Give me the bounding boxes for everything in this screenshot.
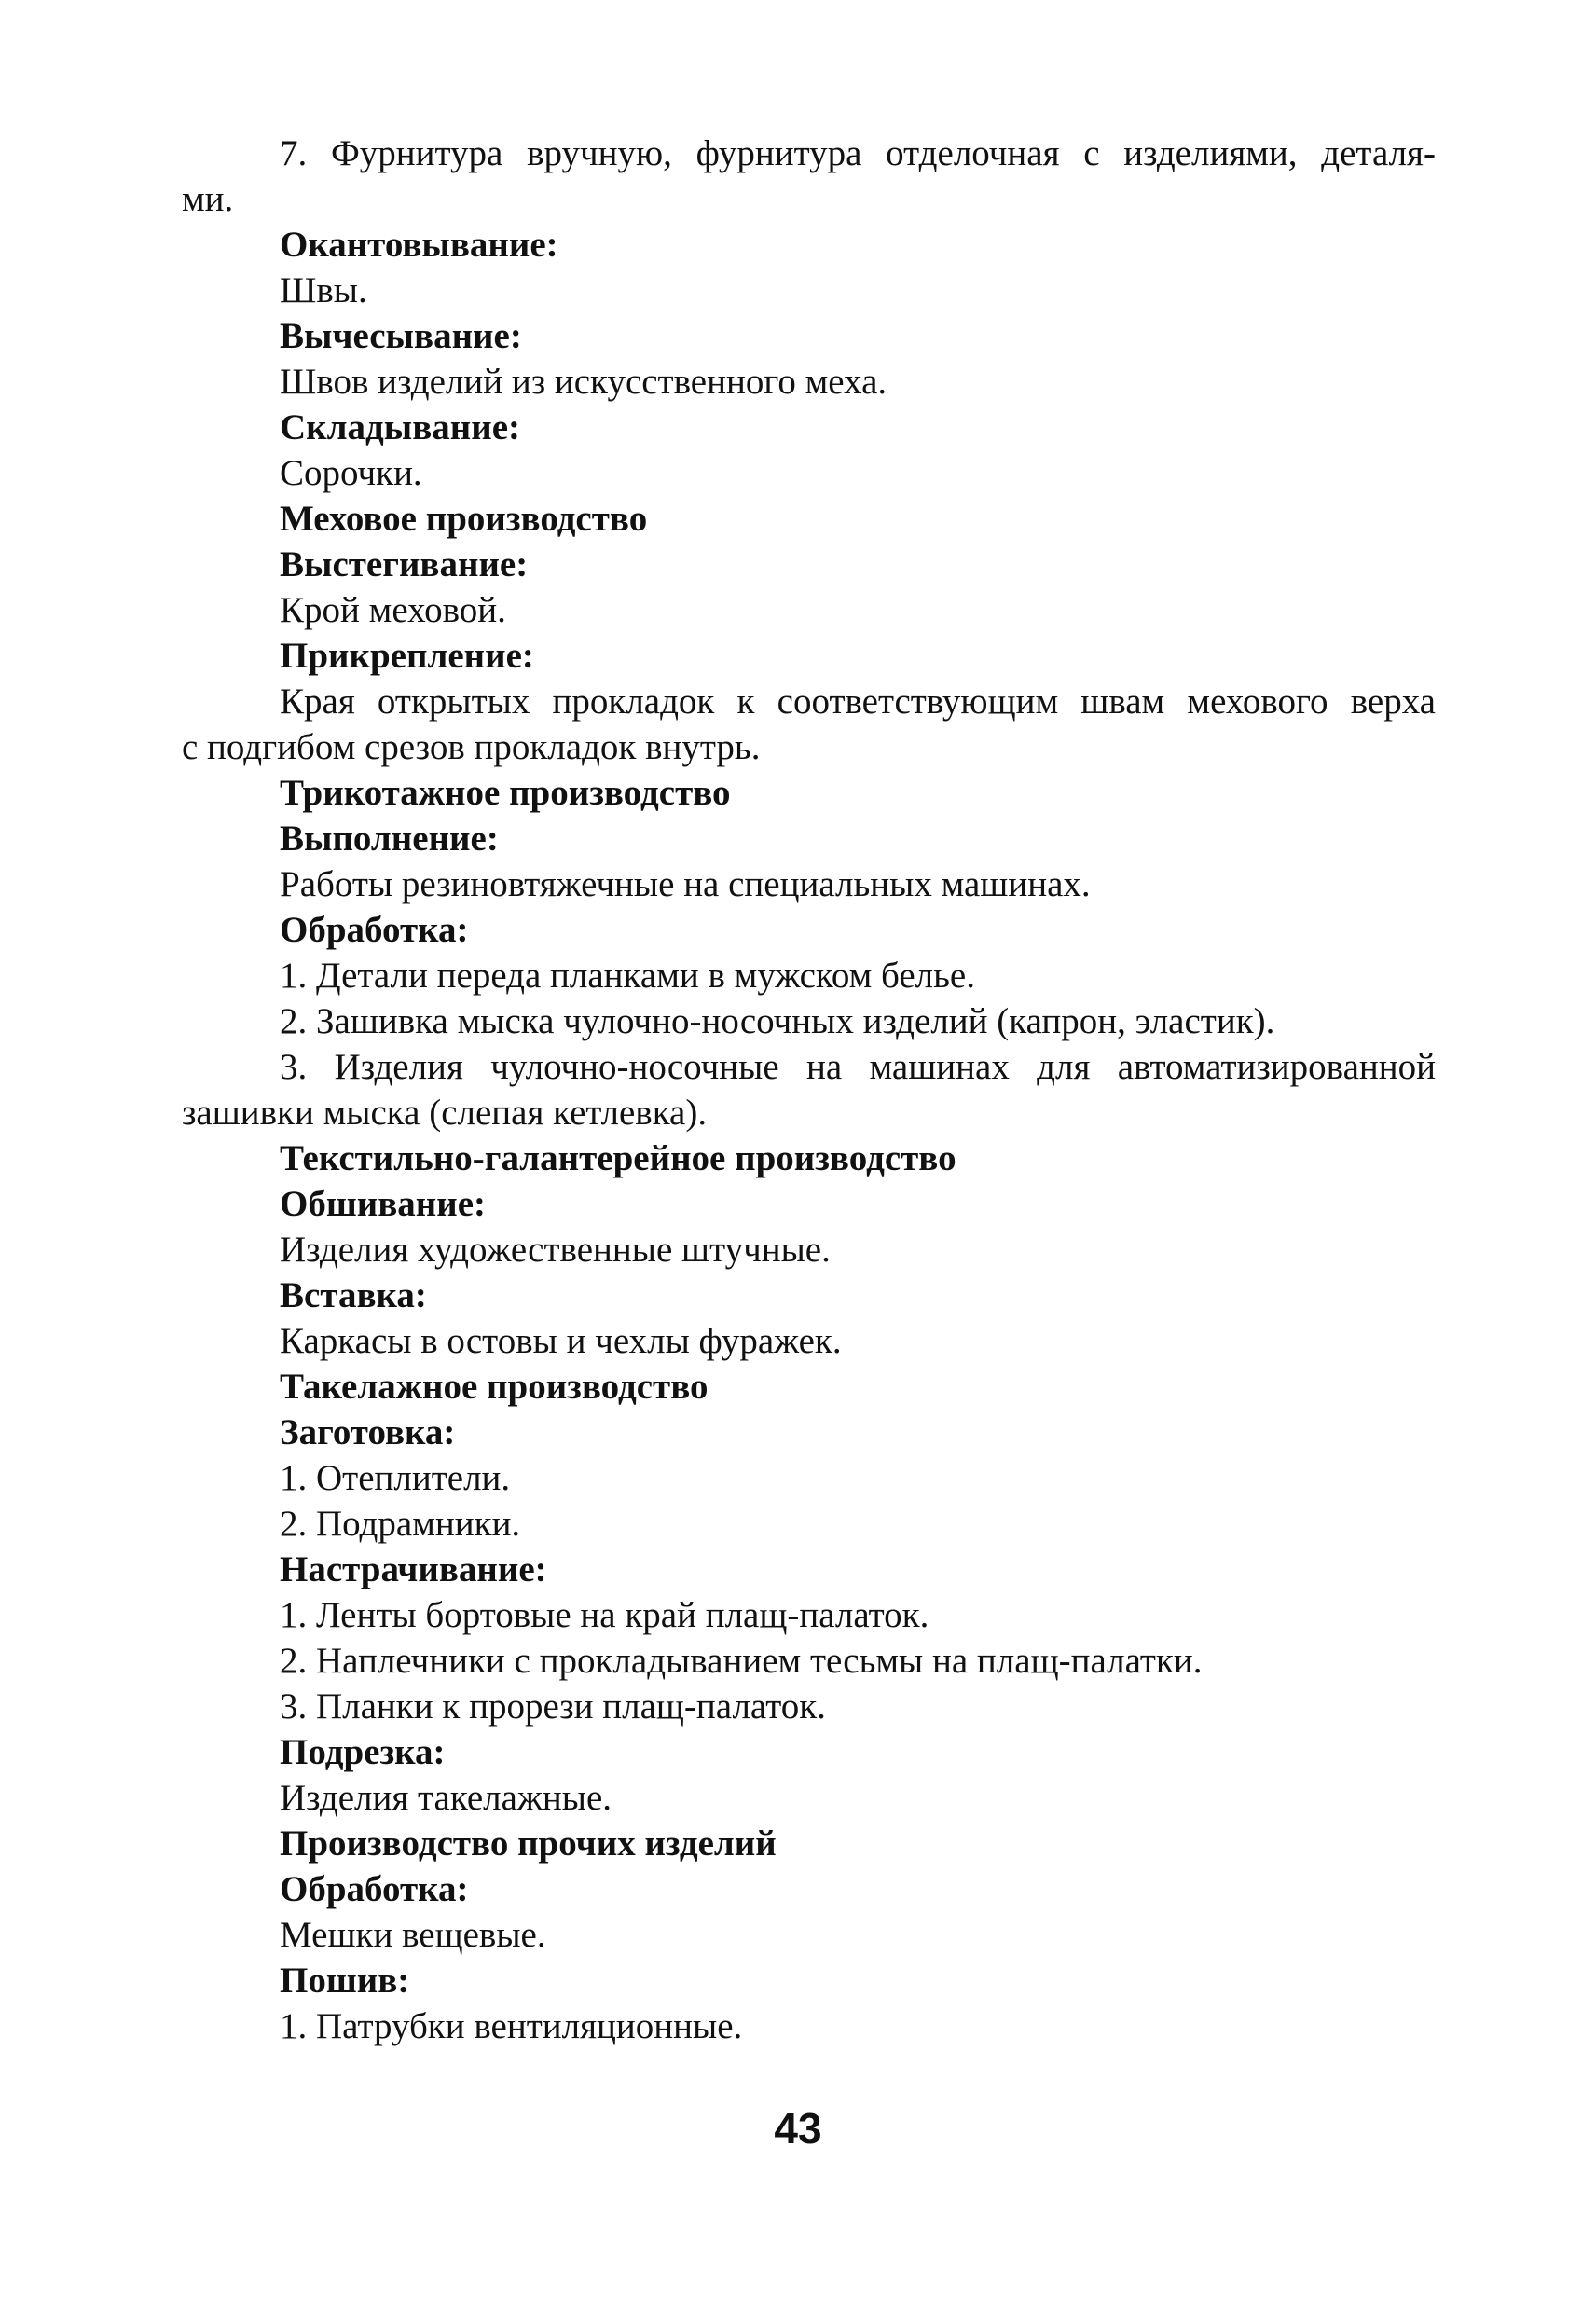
section-heading: Меховое производство xyxy=(280,499,648,539)
section-heading: Выстегивание: xyxy=(280,544,529,585)
section-heading: Настрачивание: xyxy=(280,1549,547,1590)
text-line: Изделия художественные штучные. xyxy=(280,1230,831,1270)
text-line: зашивки мыска (слепая кетлевка). xyxy=(182,1093,708,1133)
text-line: Работы резиновтяжечные на специальных машинах. xyxy=(280,864,1091,904)
section-heading: Подрезка: xyxy=(280,1732,446,1772)
text-line: 2. Подрамники. xyxy=(280,1504,521,1544)
section-heading: Производство прочих изделий xyxy=(280,1823,777,1864)
section-heading: Пошив: xyxy=(280,1961,410,2001)
section-heading: Обработка: xyxy=(280,1869,469,1909)
page-number: 43 xyxy=(774,2104,822,2153)
text-line: Изделия такелажные. xyxy=(280,1778,612,1818)
section-heading: Выполнение: xyxy=(280,819,499,859)
text-line: 7. Фурнитура вручную, фурнитура отделочная с изделиями, деталя- xyxy=(280,133,1436,173)
text-line: 1. Патрубки вентиляционные. xyxy=(280,2006,743,2046)
section-heading: Такелажное производство xyxy=(280,1367,709,1407)
text-line: 1. Ленты бортовые на край плащ-палаток. xyxy=(280,1595,929,1635)
text-line: ми. xyxy=(182,179,234,219)
text-line: 3. Планки к прорези плащ-палаток. xyxy=(280,1686,826,1727)
text-line: Швов изделий из искусственного меха. xyxy=(280,362,887,402)
section-heading: Окантовывание: xyxy=(280,225,558,265)
text-line: Швы. xyxy=(280,270,367,310)
section-heading: Вычесывание: xyxy=(280,316,522,356)
text-line: Края открытых прокладок к соответствующим швам мехового верха xyxy=(280,681,1436,722)
section-heading: Текстильно-галантерейное производство xyxy=(280,1138,956,1178)
section-heading: Складывание: xyxy=(280,407,520,447)
text-line: 1. Детали переда планками в мужском белье. xyxy=(280,956,975,996)
text-line: Каркасы в остовы и чехлы фуражек. xyxy=(280,1321,842,1361)
text-line: с подгибом срезов прокладок внутрь. xyxy=(182,727,761,767)
page-body xyxy=(182,131,1436,2049)
section-heading: Прикрепление: xyxy=(280,636,534,676)
text-line: Мешки вещевые. xyxy=(280,1915,546,1955)
text-line: Крой меховой. xyxy=(280,590,506,630)
section-heading: Трикотажное производство xyxy=(280,773,731,813)
section-heading: Вставка: xyxy=(280,1275,427,1315)
section-heading: Обработка: xyxy=(280,910,469,950)
text-line: 1. Отеплители. xyxy=(280,1458,511,1498)
text-line: 3. Изделия чулочно-носочные на машинах для автоматизированной xyxy=(280,1047,1436,1087)
section-heading: Заготовка: xyxy=(280,1412,456,1452)
text-line: 2. Зашивка мыска чулочно-носочных изделий (капрон, эластик). xyxy=(280,1001,1275,1041)
section-heading: Обшивание: xyxy=(280,1184,487,1224)
text-line: 2. Наплечники с прокладыванием тесьмы на плащ-палатки. xyxy=(280,1641,1203,1681)
text-line: Сорочки. xyxy=(280,453,422,493)
